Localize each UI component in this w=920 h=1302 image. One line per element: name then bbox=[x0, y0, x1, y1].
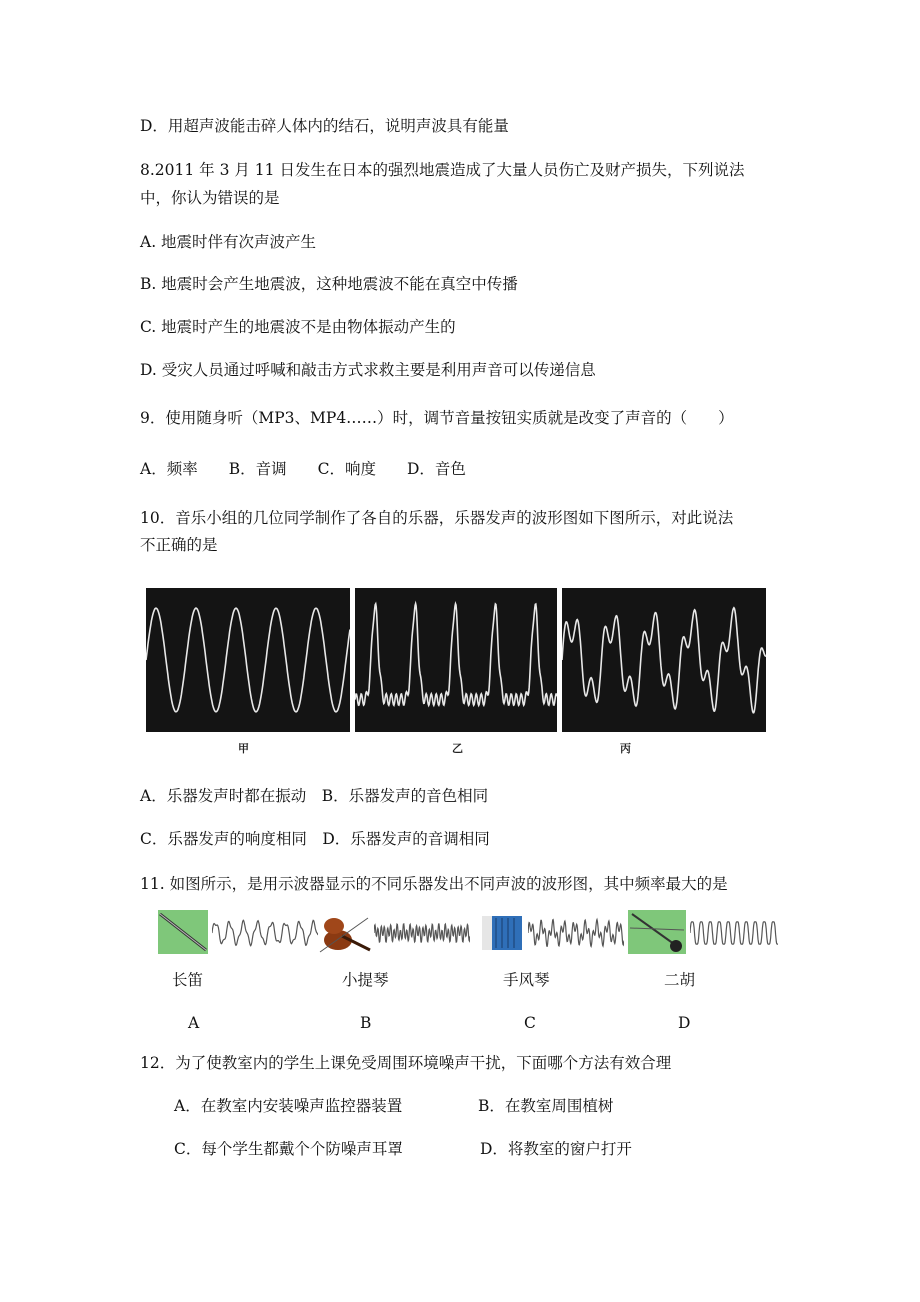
q8-option-c: C. 地震时产生的地震波不是由物体振动产生的 bbox=[140, 318, 456, 336]
q9-options: A．频率 B．音调 C．响度 D．音色 bbox=[140, 460, 466, 478]
option-letter-b: B bbox=[360, 1014, 372, 1032]
scope-label-bing: 丙 bbox=[620, 742, 631, 755]
q8-stem-line2: 中，你认为错误的是 bbox=[140, 189, 280, 207]
q12-option-d: D．将教室的窗户打开 bbox=[480, 1140, 632, 1158]
waveform-violin bbox=[374, 924, 470, 942]
oscilloscope-jia bbox=[146, 588, 350, 732]
q12-stem: 12．为了使教室内的学生上课免受周围环境噪声干扰，下面哪个方法有效合理 bbox=[140, 1054, 672, 1072]
oscilloscope-bing bbox=[562, 588, 766, 732]
waveform-bing bbox=[562, 608, 766, 713]
waveform-accordion bbox=[528, 920, 624, 947]
instrument-label-erhu: 二胡 bbox=[664, 971, 696, 989]
option-letter-d: D bbox=[678, 1014, 691, 1032]
q8-option-d: D. 受灾人员通过呼喊和敲击方式求救主要是利用声音可以传递信息 bbox=[140, 361, 596, 379]
accordion-image bbox=[478, 910, 524, 954]
instrument-label-flute: 长笛 bbox=[172, 971, 204, 989]
option-letter-c: C bbox=[524, 1014, 536, 1032]
waveform-erhu bbox=[690, 922, 778, 944]
q8-stem-line1: 8.2011 年 3 月 11 日发生在日本的强烈地震造成了大量人员伤亡及财产损失，下列说法 bbox=[140, 161, 745, 179]
q12-option-c: C．每个学生都戴个个防噪声耳罩 bbox=[174, 1140, 403, 1158]
flute-image bbox=[158, 910, 208, 954]
erhu-image bbox=[628, 910, 686, 954]
q10-options-line2: C．乐器发声的响度相同 D．乐器发声的音调相同 bbox=[140, 830, 490, 848]
waveform-flute bbox=[212, 920, 318, 945]
oscilloscope-yi bbox=[355, 588, 557, 732]
q11-stem: 11. 如图所示，是用示波器显示的不同乐器发出不同声波的波形图，其中频率最大的是 bbox=[140, 875, 728, 893]
waveform-yi bbox=[355, 604, 557, 706]
instrument-label-accordion: 手风琴 bbox=[503, 971, 550, 989]
instrument-label-violin: 小提琴 bbox=[342, 971, 389, 989]
q9-stem: 9．使用随身听（MP3、MP4……）时，调节音量按钮实质就是改变了声音的（ ） bbox=[140, 409, 734, 427]
option-letter-a: A bbox=[188, 1014, 200, 1032]
scope-label-jia: 甲 bbox=[238, 742, 249, 755]
q10-options-line1: A．乐器发声时都在振动 B．乐器发声的音色相同 bbox=[140, 787, 489, 805]
q10-stem-line1: 10．音乐小组的几位同学制作了各自的乐器，乐器发声的波形图如下图所示，对此说法 bbox=[140, 509, 734, 527]
waveform-jia bbox=[146, 608, 350, 712]
scope-label-yi: 乙 bbox=[452, 742, 463, 755]
q8-option-b: B. 地震时会产生地震波，这种地震波不能在真空中传播 bbox=[140, 275, 518, 293]
q8-option-a: A. 地震时伴有次声波产生 bbox=[140, 233, 317, 251]
q12-option-b: B．在教室周围植树 bbox=[478, 1097, 614, 1115]
q7-option-d: D．用超声波能击碎人体内的结石，说明声波具有能量 bbox=[140, 117, 509, 135]
violin-image bbox=[318, 910, 372, 954]
q10-stem-line2: 不正确的是 bbox=[140, 536, 218, 554]
q12-option-a: A．在教室内安装噪声监控器装置 bbox=[174, 1097, 403, 1115]
